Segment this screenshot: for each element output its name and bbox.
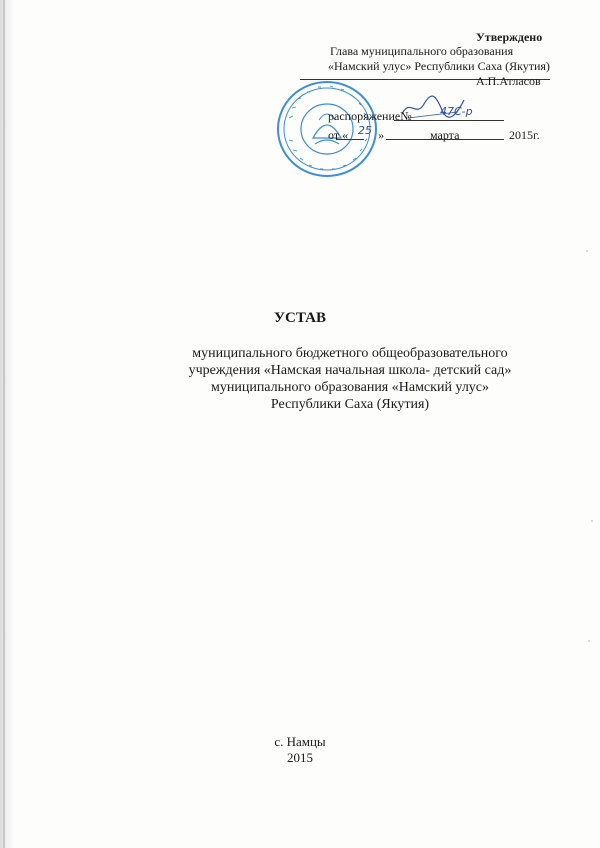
order-number-underline bbox=[394, 120, 504, 121]
day-underline bbox=[336, 139, 364, 140]
document-year: 2015 bbox=[287, 750, 313, 765]
scan-speck bbox=[588, 640, 590, 642]
signer-name: А.П.Атласов bbox=[476, 74, 541, 88]
scan-edge-shadow bbox=[0, 0, 14, 848]
approval-title: Утверждено bbox=[476, 30, 543, 44]
date-month: марта bbox=[430, 128, 460, 142]
place-name: с. Намцы bbox=[274, 734, 326, 749]
date-prefix: от « bbox=[328, 128, 349, 142]
date-suffix: » bbox=[378, 128, 385, 142]
subtitle-line: муниципального бюджетного общеобразовательного bbox=[192, 346, 508, 361]
place-and-year bbox=[0, 734, 600, 766]
subtitle-line: учреждения «Намская начальная школа- детский сад» bbox=[188, 363, 512, 378]
subtitle-line: муниципального образования «Намский улус» bbox=[210, 380, 490, 395]
order-number-handwritten: 47С-р bbox=[440, 105, 473, 118]
scan-speck bbox=[591, 520, 593, 522]
date-line bbox=[328, 128, 384, 144]
order-label: распоряжение№ bbox=[328, 109, 412, 123]
approval-head-line: Глава муниципального образования bbox=[330, 44, 514, 58]
document-title: УСТАВ bbox=[274, 310, 326, 326]
date-day-handwritten: 25 bbox=[358, 124, 372, 137]
document-subtitle bbox=[140, 345, 560, 413]
scan-speck bbox=[586, 250, 588, 252]
approval-region-line: «Намский улус» Республики Саха (Якутия) bbox=[328, 59, 550, 73]
subtitle-line: Республики Саха (Якутия) bbox=[270, 397, 430, 412]
date-year: 2015г. bbox=[509, 128, 540, 142]
